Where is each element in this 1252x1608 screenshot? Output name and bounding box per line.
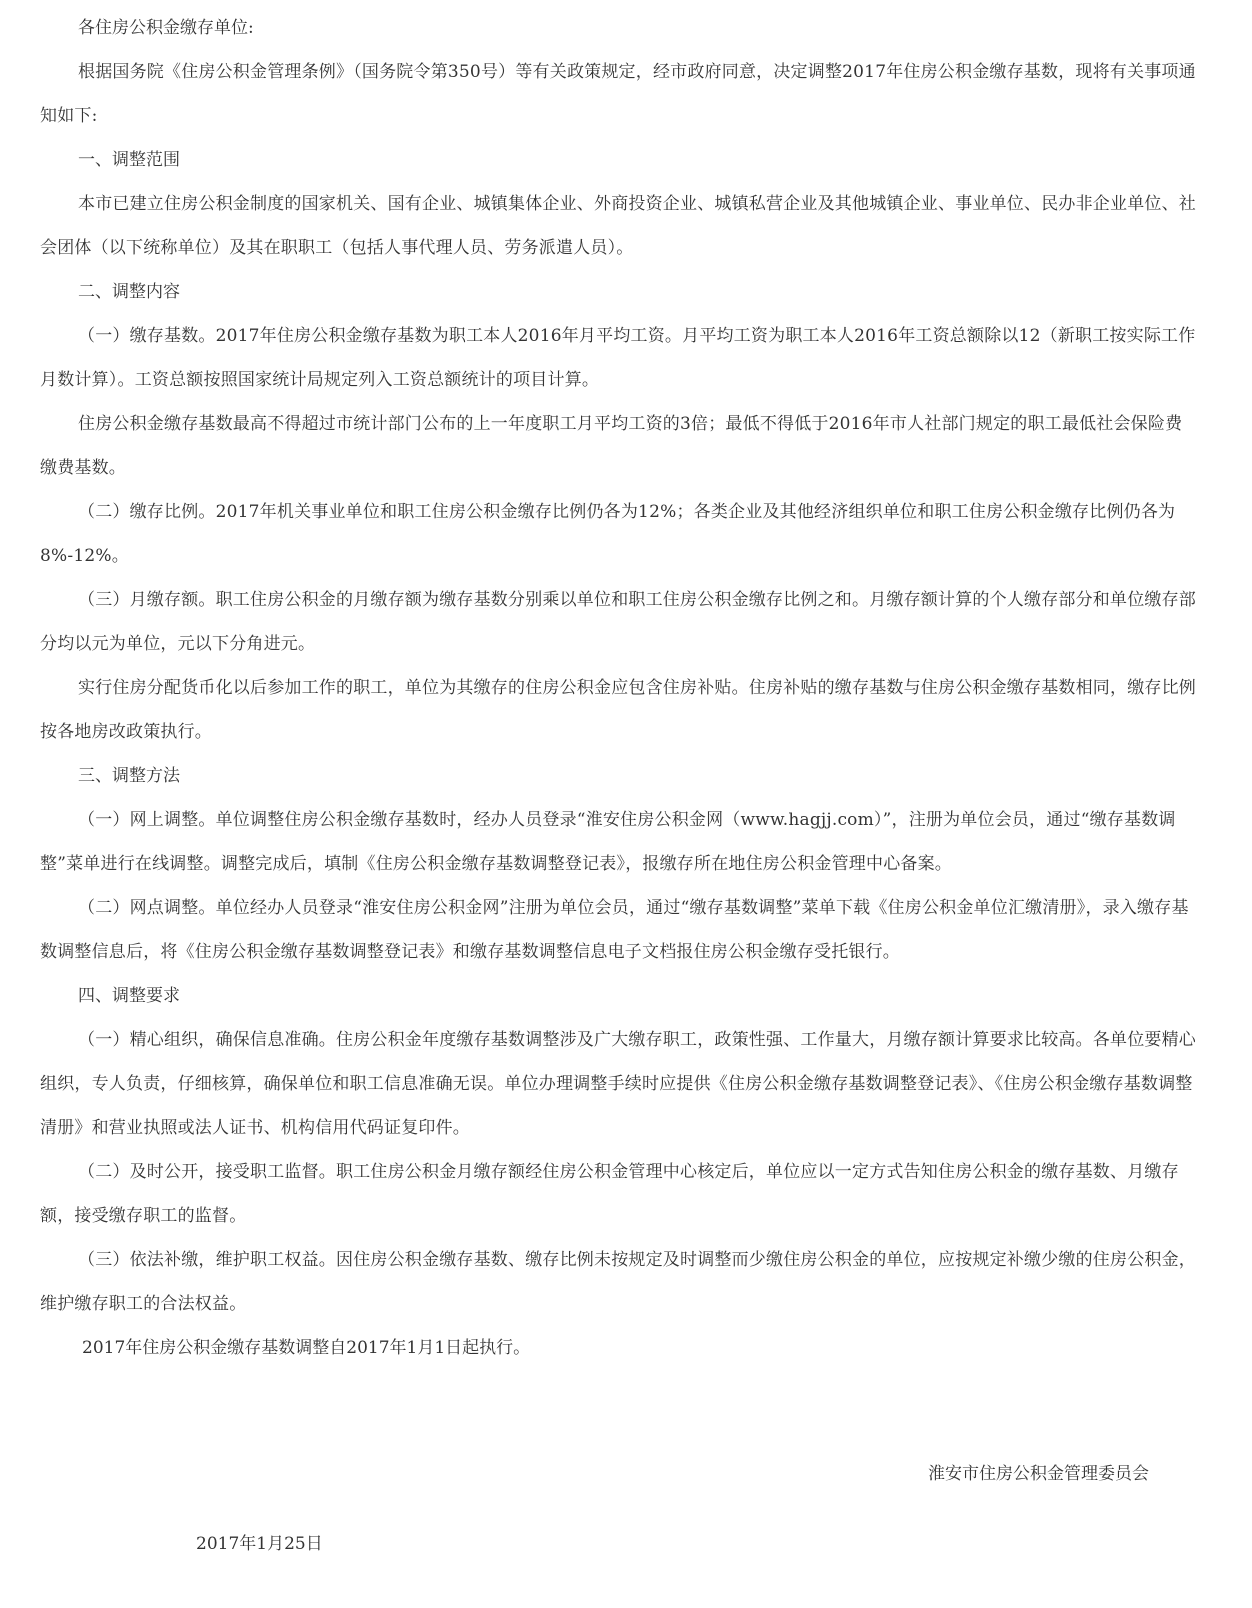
section-heading-scope: 一、调整范围 <box>78 150 180 170</box>
paragraph-base-limit: 住房公积金缴存基数最高不得超过市统计部门公布的上一年度职工月平均工资的3倍；最低不得低于2016年市人社部门规定的职工最低社会保险费缴费基数。 <box>40 414 1183 478</box>
paragraph-monthly-amount: （三）月缴存额。职工住房公积金的月缴存额为缴存基数分别乘以单位和职工住房公积金缴存比例之和。月缴存额计算的个人缴存部分和单位缴存部分均以元为单位，元以下分角进元。 <box>40 590 1196 654</box>
section-heading-requirements: 四、调整要求 <box>78 986 180 1006</box>
issue-date: 2017年1月25日 <box>196 1534 323 1554</box>
paragraph-intro: 根据国务院《住房公积金管理条例》（国务院令第350号）等有关政策规定，经市政府同意，决定调整2017年住房公积金缴存基数，现将有关事项通知如下: <box>40 62 1196 126</box>
paragraph-online-adjust: （一）网上调整。单位调整住房公积金缴存基数时，经办人员登录“淮安住房公积金网（www.hagjj.com）”，注册为单位会员，通过“缴存基数调整”菜单进行在线调整。调整完成后，填制《住房公积金缴存基数调整登记表》，报缴存所在地住房公积金管理中心备案。 <box>40 810 1176 874</box>
effective-date-statement: 2017年住房公积金缴存基数调整自2017年1月1日起执行。 <box>82 1338 531 1358</box>
paragraph-organize: （一）精心组织，确保信息准确。住房公积金年度缴存基数调整涉及广大缴存职工，政策性强、工作量大，月缴存额计算要求比较高。各单位要精心组织，专人负责，仔细核算，确保单位和职工信息准确无误。单位办理调整手续时应提供《住房公积金缴存基数调整登记表》、《住房公积金缴存基数调整清册》和营业执照或法人证书、机构信用代码证复印件。 <box>40 1030 1196 1138</box>
paragraph-ratio: （二）缴存比例。2017年机关事业单位和职工住房公积金缴存比例仍各为12%；各类企业及其他经济组织单位和职工住房公积金缴存比例仍各为8%-12%。 <box>40 502 1176 566</box>
paragraph-back-payment: （三）依法补缴，维护职工权益。因住房公积金缴存基数、缴存比例未按规定及时调整而少缴住房公积金的单位，应按规定补缴少缴的住房公积金，维护缴存职工的合法权益。 <box>40 1250 1196 1314</box>
section-heading-content: 二、调整内容 <box>78 282 180 302</box>
paragraph-scope: 本市已建立住房公积金制度的国家机关、国有企业、城镇集体企业、外商投资企业、城镇私营企业及其他城镇企业、事业单位、民办非企业单位、社会团体（以下统称单位）及其在职职工（包括人事代理人员、劳务派遣人员）。 <box>40 194 1196 258</box>
salutation: 各住房公积金缴存单位: <box>78 18 254 38</box>
paragraph-base: （一）缴存基数。2017年住房公积金缴存基数为职工本人2016年月平均工资。月平均工资为职工本人2016年工资总额除以12（新职工按实际工作月数计算）。工资总额按照国家统计局规定列入工资总额统计的项目计算。 <box>40 326 1196 390</box>
paragraph-disclosure: （二）及时公开，接受职工监督。职工住房公积金月缴存额经住房公积金管理中心核定后，单位应以一定方式告知住房公积金的缴存基数、月缴存额，接受缴存职工的监督。 <box>40 1162 1179 1226</box>
paragraph-housing-subsidy: 实行住房分配货币化以后参加工作的职工，单位为其缴存的住房公积金应包含住房补贴。住房补贴的缴存基数与住房公积金缴存基数相同，缴存比例按各地房改政策执行。 <box>40 678 1196 742</box>
section-heading-method: 三、调整方法 <box>78 766 180 786</box>
paragraph-branch-adjust: （二）网点调整。单位经办人员登录“淮安住房公积金网”注册为单位会员，通过“缴存基数调整”菜单下载《住房公积金单位汇缴清册》，录入缴存基数调整信息后，将《住房公积金缴存基数调整登记表》和缴存基数调整信息电子文档报住房公积金缴存受托银行。 <box>40 898 1189 962</box>
issuer-signature: 淮安市住房公积金管理委员会 <box>928 1464 1149 1484</box>
